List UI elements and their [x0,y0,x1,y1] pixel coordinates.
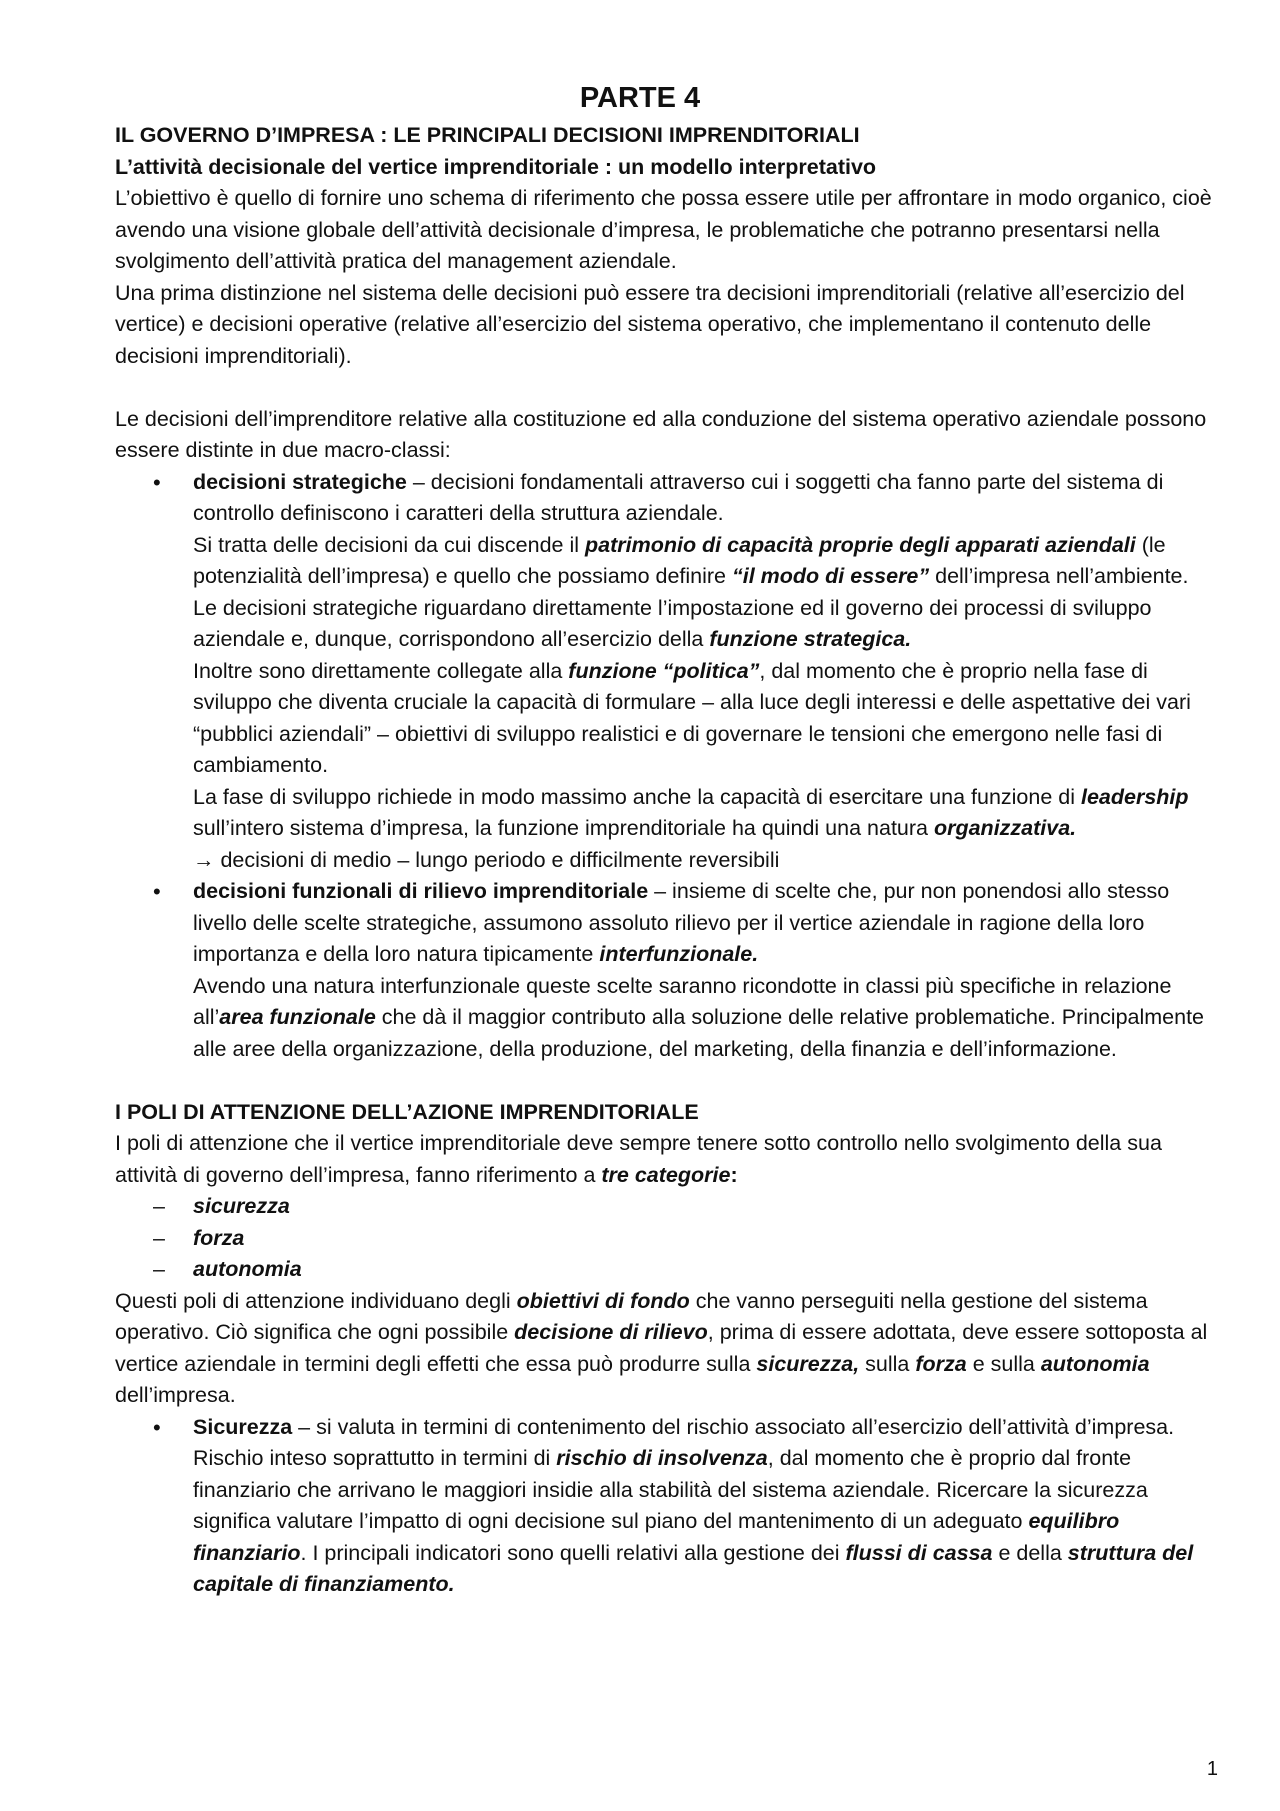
list-item: – sicurezza [115,1191,1215,1223]
decision-classes-list [115,467,1215,1066]
poles-list [115,1412,1215,1601]
bullet-paragraph: Inoltre sono direttamente collegate alla funzione “politica”, dal momento che è proprio nella fase di sviluppo che diventa cruciale la capacità di formulare – alla luce degli interessi e delle aspettative dei vari “pubblici aziendali” – obiettivi di sviluppo realistici e di governare le tensioni che emergono nelle fasi di cambiamento. [193,658,1191,777]
list-item [115,1412,1215,1601]
categories-list [115,1191,1215,1286]
paragraph: Questi poli di attenzione individuano degli obiettivi di fondo che vanno perseguiti nella gestione del sistema operativo. Ciò significa che ogni possibile decisione di rilievo, prima di essere adottata, deve essere sottoposta al vertice aziendale in termini degli effetti che essa può produrre sulla sicurezza, sulla forza e sulla autonomia dell’impresa. [115,1288,1208,1407]
list-item: – forza [115,1223,1215,1255]
section-subheading: L’attività decisionale del vertice imprenditoriale : un modello interpretativo [115,154,877,179]
paragraph: Le decisioni dell’imprenditore relative alla costituzione ed alla conduzione del sistema operativo aziendale possono essere distinte in due macro-classi: [115,406,1207,462]
list-item [115,876,1215,1065]
paragraph: I poli di attenzione che il vertice imprenditoriale deve sempre tenere sotto controllo nello svolgimento della sua attività di governo dell’impresa, fanno riferimento a tre categorie: [115,1131,1162,1187]
document-body [115,120,1215,1601]
list-item [115,467,1215,877]
spacer [115,1065,1215,1097]
bullet-paragraph: → decisioni di medio – lungo periodo e difficilmente reversibili [193,847,780,872]
bullet-paragraph: Le decisioni strategiche riguardano direttamente l’impostazione ed il governo dei processi di sviluppo aziendale e, dunque, corrispondono all’esercizio della funzione strategica. [193,595,1152,651]
paragraph: L’obiettivo è quello di fornire uno schema di riferimento che possa essere utile per affrontare in modo organico, cioè avendo una visione globale dell’attività decisionale d’impresa, le problematiche che potranno presentarsi nella svolgimento dell’attività pratica del management aziendale. [115,186,1212,273]
bullet-paragraph: • Sicurezza – si valuta in termini di contenimento del rischio associato all’esercizio dell’attività d’impresa. Rischio inteso soprattutto in termini di rischio di insolvenza, dal momento che è proprio dal fronte finanziario che arrivano le maggiori insidie alla stabilità del sistema aziendale. Ricercare la sicurezza significa valutare l’impatto di ogni decisione sul piano del mantenimento di un adeguato equilibro finanziario. I principali indicatori sono quelli relativi alla gestione dei flussi di cassa e della struttura del capitale di finanziamento. [193,1414,1194,1596]
page-number: 1 [1206,1758,1218,1780]
page-title: PARTE 4 [579,82,701,114]
bullet-paragraph: • decisioni funzionali di rilievo imprenditoriale – insieme di scelte che, pur non ponendosi allo stesso livello delle scelte strategiche, assumono assoluto rilievo per il vertice aziendale in ragione della loro importanza e della loro natura tipicamente interfunzionale. [193,879,1170,966]
bullet-paragraph: • decisioni strategiche – decisioni fondamentali attraverso cui i soggetti cha fanno parte del sistema di controllo definiscono i caratteri della struttura aziendale. [193,469,1164,525]
section-heading: I POLI DI ATTENZIONE DELL’AZIONE IMPRENDITORIALE [115,1099,699,1124]
bullet-paragraph: Avendo una natura interfunzionale queste scelte saranno ricondotte in classi più specifiche in relazione all’area funzionale che dà il maggior contributo alla soluzione delle relative problematiche. Principalmente alle aree della organizzazione, della produzione, del marketing, della finanzia e dell’informazione. [193,973,1205,1061]
bullet-paragraph: La fase di sviluppo richiede in modo massimo anche la capacità di esercitare una funzione di leadership sull’intero sistema d’impresa, la funzione imprenditoriale ha quindi una natura organizzativa. [193,784,1189,840]
spacer [115,372,1215,404]
paragraph: Una prima distinzione nel sistema delle decisioni può essere tra decisioni imprenditoriali (relative all’esercizio del vertice) e decisioni operative (relative all’esercizio del sistema operativo, che implementano il contenuto delle decisioni imprenditoriali). [115,280,1185,368]
section-heading: IL GOVERNO D’IMPRESA : LE PRINCIPALI DECISIONI IMPRENDITORIALI [115,123,860,147]
bullet-paragraph: Si tratta delle decisioni da cui discende il patrimonio di capacità proprie degli apparati aziendali (le potenzialità dell’impresa) e quello che possiamo definire “il modo di essere” dell’impresa nell’ambiente. [193,532,1189,588]
list-item: – autonomia [115,1254,1215,1286]
